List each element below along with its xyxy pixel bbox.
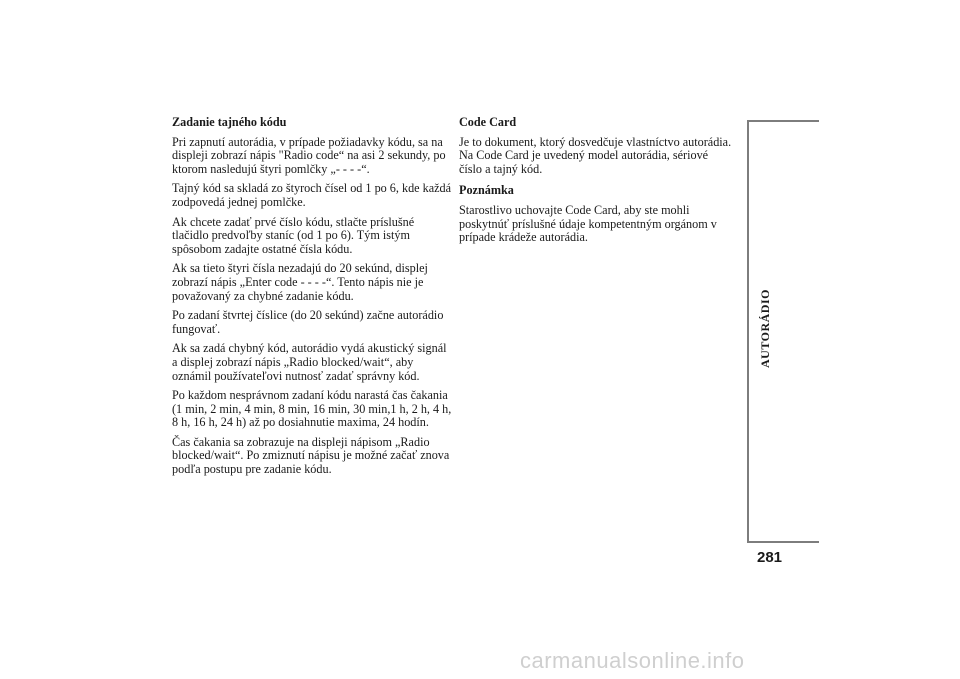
section-heading-secret-code: Zadanie tajného kódu — [172, 115, 287, 129]
paragraph: Tajný kód sa skladá zo štyroch čísel od 1 po 6, kde každá zodpovedá jednej pomlčke. — [172, 181, 452, 209]
side-tab-border-top — [747, 120, 819, 122]
paragraph: Starostlivo uchovajte Code Card, aby ste mohli poskytnúť príslušné údaje kompetentným orgánom v prípade krádeže autorádia. — [459, 202, 717, 245]
side-tab-border — [747, 120, 749, 543]
paragraph: Je to dokument, ktorý dosvedčuje vlastníctvo autorádia. Na Code Card je uvedený model autorádia, sériové číslo a tajný kód. — [459, 134, 732, 176]
page-number: 281 — [757, 549, 783, 566]
section-heading-code-card: Code Card — [459, 115, 517, 129]
note-heading: Poznámka — [459, 183, 514, 198]
paragraph: Čas čakania sa zobrazuje na displeji nápisom „Radio blocked/wait“. Po zmiznutí nápisu je možné začať znova podľa postupu pre zadanie kódu. — [172, 434, 450, 477]
paragraph: Ak sa zadá chybný kód, autorádio vydá akustický signál a displej zobrazí nápis „Radio blocked/wait“, aby oznámil používateľovi nutnosť zadať správny kód. — [172, 341, 447, 383]
right-column — [459, 116, 734, 251]
paragraph: Po zadaní štvrtej číslice (do 20 sekúnd) začne autorádio fungovať. — [172, 308, 444, 336]
paragraph: Ak sa tieto štyri čísla nezadajú do 20 sekúnd, displej zobrazí nápis „Enter code - - - -“. Tento nápis nie je považovaný za chybné zadanie kódu. — [172, 261, 428, 303]
side-tab-border-bottom — [747, 541, 819, 543]
paragraph: Pri zapnutí autorádia, v prípade požiadavky kódu, sa na displeji zobrazí nápis "Radio code“ na asi 2 sekundy, po ktorom nasledujú štyri pomlčky „- - - -“. — [172, 134, 446, 176]
paragraph: Po každom nesprávnom zadaní kódu narastá čas čakania (1 min, 2 min, 4 min, 8 min, 16 min, 30 min,1 h, 2 h, 4 h, 8 h, 16 h, 24 h) až po dosiahnutie maxima, 24 hodín. — [172, 388, 452, 430]
watermark: carmanualsonline.info — [520, 648, 745, 673]
paragraph: Ak chcete zadať prvé číslo kódu, stlačte príslušné tlačidlo predvoľby staníc (od 1 po 6). Tým istým spôsobom zadajte ostatné čísla kódu. — [172, 214, 415, 256]
side-tab-label: AUTORÁDIO — [758, 289, 772, 368]
left-column — [172, 116, 452, 483]
